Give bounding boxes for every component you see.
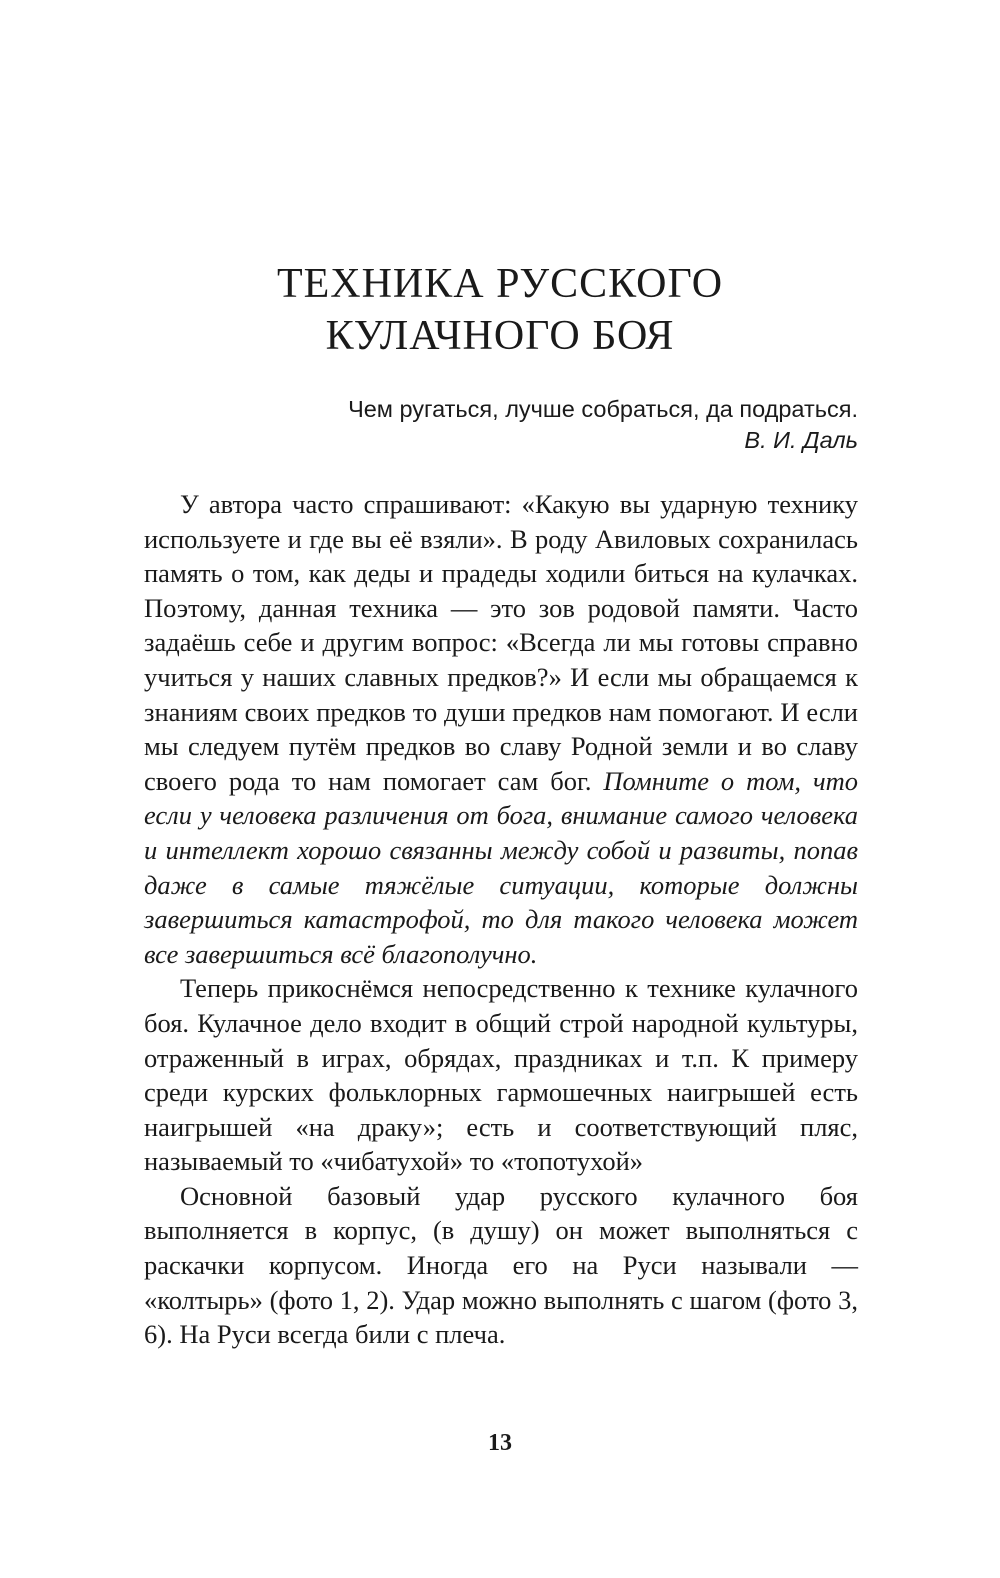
epigraph (348, 394, 858, 456)
paragraph-1 (144, 487, 858, 971)
paragraph-1-text: У автора часто спрашивают: «Какую вы ударную технику используете и где вы её взяли». В роду Авиловых сохранилась память о том, как деды и прадеды ходили биться на кулачках. Поэтому, данная техника — это зов родовой памяти. Часто задаёшь себе и другим вопрос: «Всегда ли мы готовы справно учиться у наших славных предков?» И если мы обращаемся к знаниям своих предков то души предков нам помогают. И если мы следуем путём предков во славу Родной земли и во славу своего рода то нам помогает сам бог. (144, 489, 858, 796)
paragraph-1-italic: Помните о том, что если у человека различения от бога, внимание самого человека и интеллект хорошо связанны между собой и развиты, попав даже в самые тяжёлые ситуации, которые должны завершиться катастрофой, то для такого человека может все завершиться всё благополучно. (144, 765, 858, 969)
chapter-title (0, 258, 1000, 362)
page-number: 13 (488, 1430, 512, 1456)
chapter-title-line-2: КУЛАЧНОГО БОЯ (325, 313, 675, 359)
epigraph-quote: Чем ругаться, лучше собраться, да подраться. (348, 396, 858, 422)
epigraph-author: В. И. Даль (744, 427, 858, 453)
paragraph-3: Основной базовый удар русского кулачного боя выполняется в корпус, (в душу) он может выполняться с раскачки корпусом. Иногда его на Руси называли — «колтырь» (фото 1, 2). Удар можно выполнять с шагом (фото 3, 6). На Руси всегда били с плеча. (144, 1180, 858, 1350)
paragraph-2: Теперь прикоснёмся непосредственно к технике кулачного боя. Кулачное дело входит в общий строй народной культуры, отраженный в играх, обрядах, праздниках и т.п. К примеру среди курских фольклорных гармошечных наигрышей есть наигрышей «на драку»; есть и соответствующий пляс, называемый то «чибатухой» то «топотухой» (144, 973, 858, 1177)
chapter-title-line-1: ТЕХНИКА РУССКОГО (276, 261, 724, 307)
body-text (144, 487, 858, 1352)
